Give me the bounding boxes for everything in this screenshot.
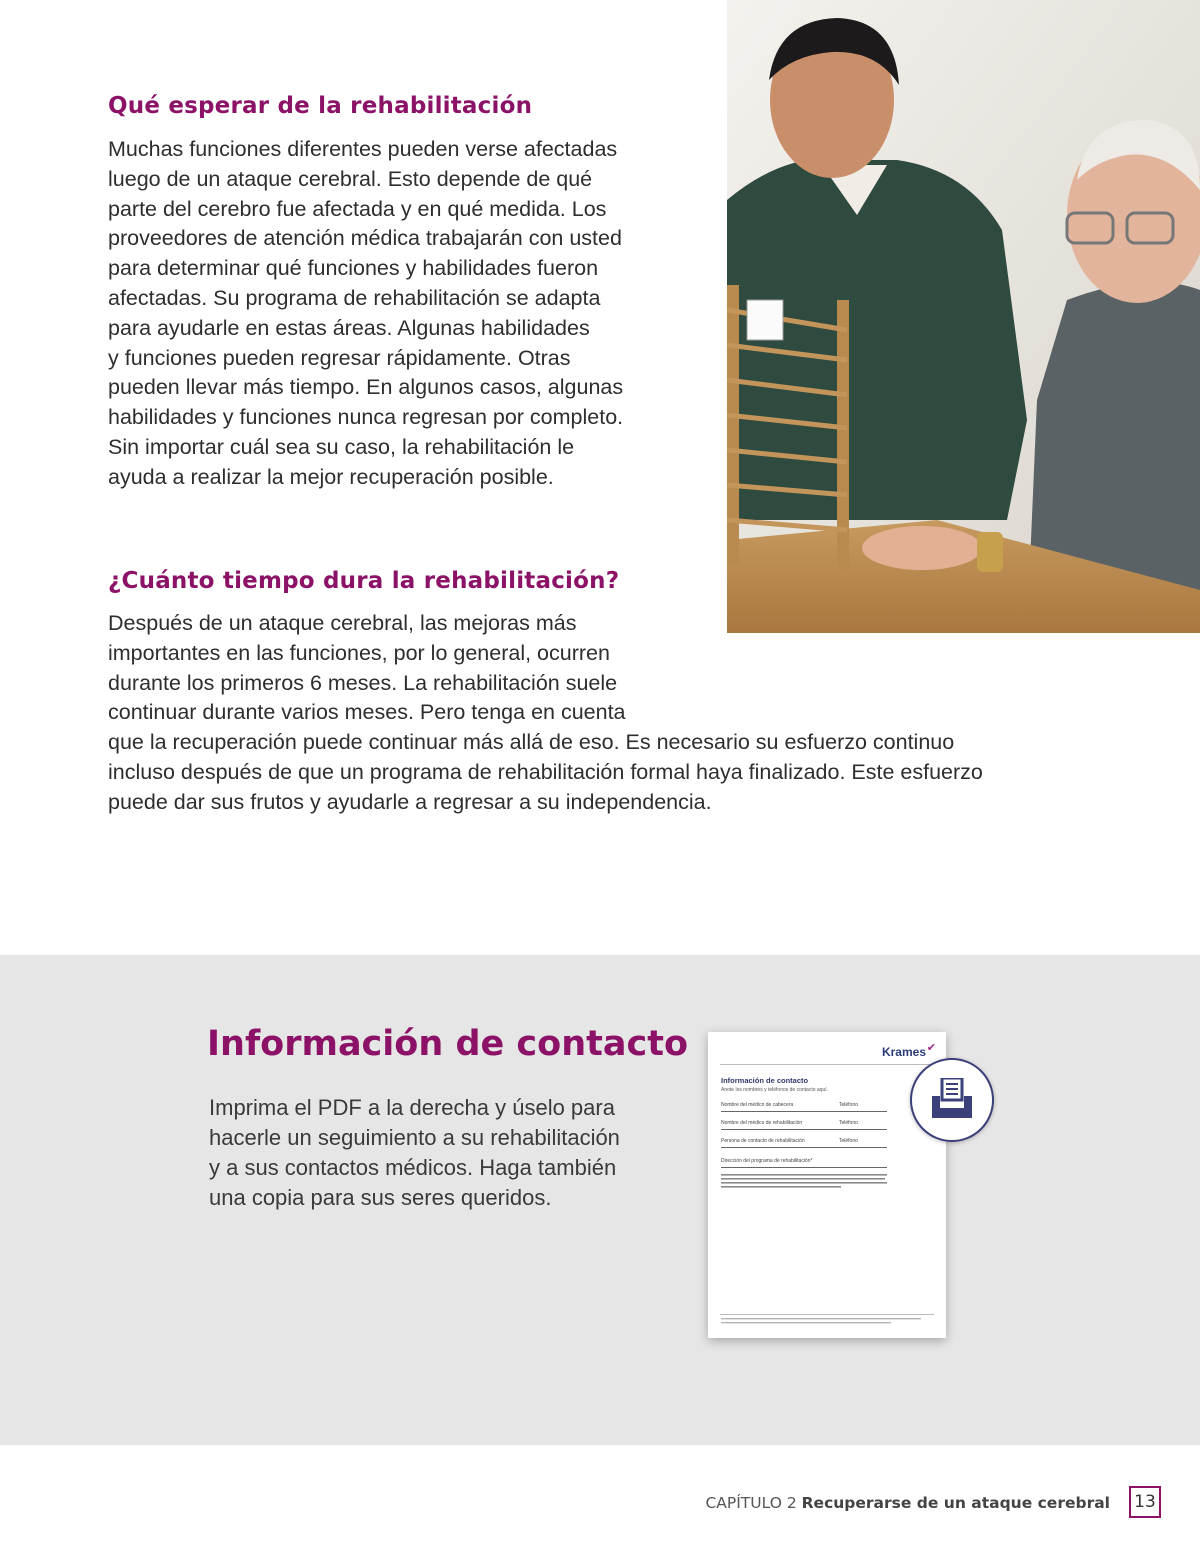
- printer-icon: [932, 1078, 972, 1120]
- therapist-and-patient-illustration: [727, 0, 1200, 633]
- paragraph-line: que la recuperación puede continuar más allá de eso. Es necesario su esfuerzo continuo: [108, 730, 955, 755]
- paragraph-line: afectadas. Su programa de rehabilitación se adapta: [108, 285, 601, 310]
- contact-line: Imprima el PDF a la derecha y úselo para: [209, 1095, 615, 1120]
- logo-mark-icon: ✔: [926, 1042, 936, 1054]
- paragraph-line: luego de un ataque cerebral. Esto depende de qué: [108, 166, 593, 191]
- paragraph-line: para determinar qué funciones y habilidades fueron: [108, 256, 599, 281]
- paragraph-line: Muchas funciones diferentes pueden verse afectadas: [108, 137, 618, 161]
- section-body-expectations: [108, 135, 623, 493]
- page-number: 13: [1129, 1486, 1161, 1518]
- paragraph-line: puede dar sus frutos y ayudarle a regresar a su independencia.: [108, 789, 712, 814]
- pdf-field-label: Nombre del médico de cabecera: [721, 1102, 794, 1108]
- pdf-field: [721, 1158, 887, 1168]
- paragraph-line: Después de un ataque cerebral, las mejoras más: [108, 611, 577, 635]
- krames-logo: Krames: [881, 1045, 926, 1059]
- contact-description: [209, 1093, 620, 1213]
- paragraph-line: continuar durante varios meses. Pero tenga en cuenta: [108, 700, 626, 725]
- pdf-note-lines: [721, 1174, 891, 1194]
- section-body-duration: [108, 609, 983, 818]
- paragraph-line: durante los primeros 6 meses. La rehabilitación suele: [108, 670, 618, 695]
- pdf-subtitle: Anote los nombres y teléfonos de contacto aquí.: [721, 1087, 829, 1093]
- section-heading-expectations: Qué esperar de la rehabilitación: [108, 93, 533, 119]
- pdf-title: Información de contacto: [721, 1076, 809, 1085]
- rehabilitation-photo: [727, 0, 1200, 633]
- pdf-field: [721, 1102, 887, 1112]
- pdf-footer-fine-print: [721, 1318, 933, 1327]
- paragraph-line: proveedores de atención médica trabajarán con usted: [108, 226, 622, 251]
- contact-line: y a sus contactos médicos. Haga también: [209, 1155, 617, 1180]
- paragraph-line: para ayudarle en estas áreas. Algunas habilidades: [108, 315, 590, 340]
- paragraph-line: incluso después de que un programa de rehabilitación formal haya finalizado. Este esfuerzo: [108, 759, 983, 784]
- paragraph-line: importantes en las funciones, por lo general, ocurren: [108, 640, 610, 665]
- pdf-footer-divider: [720, 1314, 934, 1315]
- pdf-field-phone-label: Teléfono: [839, 1102, 858, 1108]
- pdf-field-phone-label: Teléfono: [839, 1138, 858, 1144]
- paragraph-line: ayuda a realizar la mejor recuperación posible.: [108, 464, 554, 489]
- contact-line: hacerle un seguimiento a su rehabilitación: [209, 1125, 620, 1150]
- contact-line: una copia para sus seres queridos.: [209, 1185, 552, 1210]
- chapter-label: CAPÍTULO 2: [705, 1494, 797, 1512]
- pdf-field-phone-label: Teléfono: [839, 1120, 858, 1126]
- contact-title: Información de contacto: [207, 1024, 689, 1064]
- paragraph-line: habilidades y funciones nunca regresan por completo.: [108, 405, 624, 430]
- pdf-field: [721, 1120, 887, 1130]
- paragraph-line: parte del cerebro fue afectada y en qué medida. Los: [108, 196, 607, 221]
- pdf-field-label: Nombre del médico de rehabilitación: [721, 1120, 803, 1126]
- pdf-field: [721, 1138, 887, 1148]
- chapter-footer: [705, 1494, 1110, 1512]
- pdf-field-label: Dirección del programa de rehabilitación*: [721, 1158, 813, 1164]
- paragraph-line: pueden llevar más tiempo. En algunos casos, algunas: [108, 375, 624, 400]
- chapter-title: Recuperarse de un ataque cerebral: [801, 1494, 1110, 1512]
- contact-pdf-preview[interactable]: [708, 1032, 946, 1338]
- pdf-footer-lines: [721, 1318, 933, 1326]
- pdf-field-label: Persona de contacto de rehabilitación: [721, 1138, 805, 1144]
- paragraph-line: y funciones pueden regresar rápidamente. Otras: [108, 345, 571, 370]
- print-button[interactable]: [910, 1058, 994, 1142]
- pdf-divider: [720, 1064, 934, 1065]
- section-heading-duration: ¿Cuánto tiempo dura la rehabilitación?: [108, 568, 620, 594]
- pdf-fine-print: [721, 1174, 891, 1192]
- paragraph-line: Sin importar cuál sea su caso, la rehabilitación le: [108, 434, 575, 459]
